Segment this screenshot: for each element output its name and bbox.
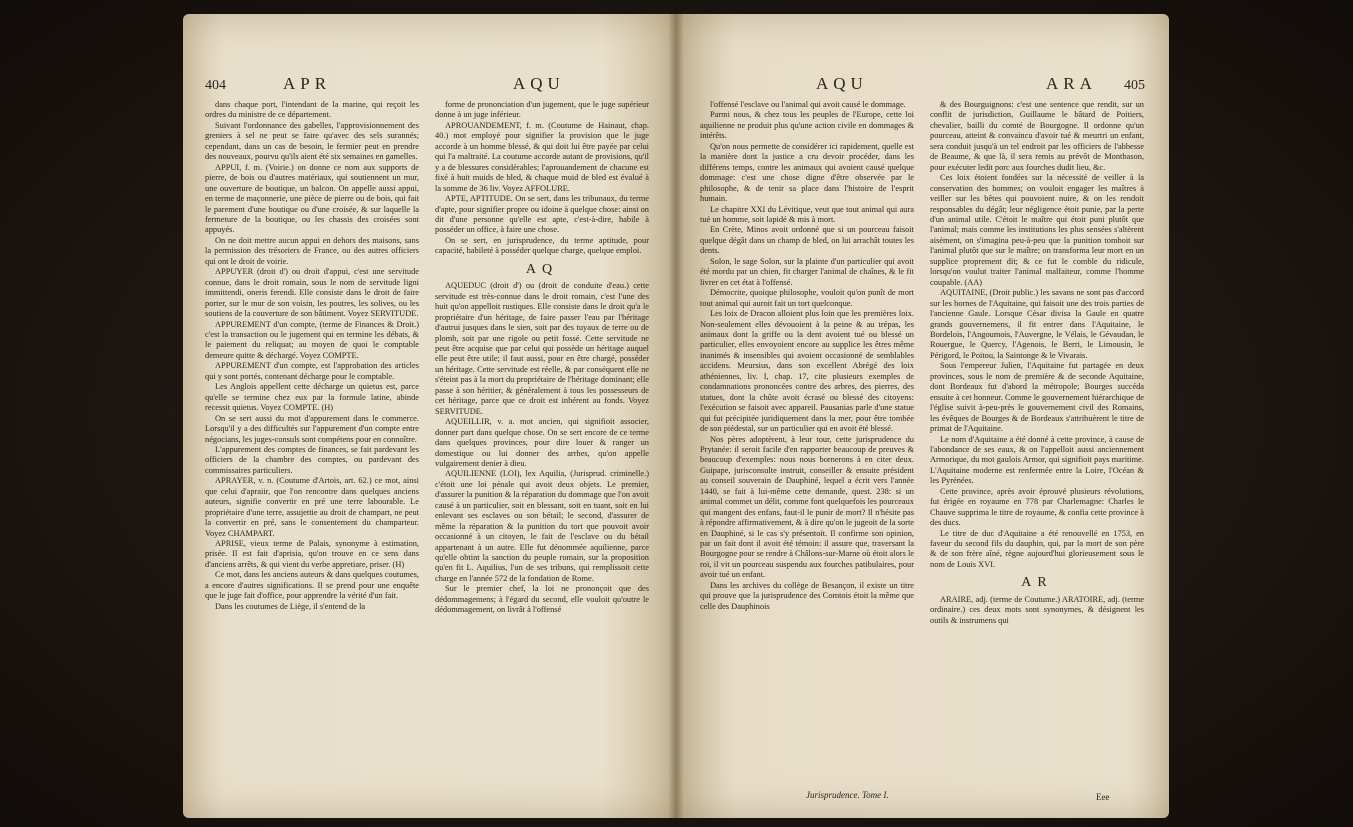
paragraph: APPUI, f. m. (Voirie.) on donne ce nom aux supports de pierre, de bois ou d'autres matériaux, qui soutiennent un mur, une ouverture de boutique, un balcon. On appelle aussi appui, en terme de maçonnerie, une pièce de pierre ou de bois, qui fait le parement d'une boutique ou d'une croisée, & sur laquelle la fermeture de la boutique, ou les chassis des croisées sont appuyés.	[205, 162, 419, 235]
right-page	[676, 14, 1169, 818]
paragraph: Sous l'empereur Julien, l'Aquitaine fut partagée en deux provinces, sous le nom de première & de seconde Aquitaine, dont Bordeaux fut d'abord la métropole; Bourges succéda ensuite à cet honneur. Comme le gouvernement hiérarchique de l'église suivit à-peu-près le gouvernement civil des Romains, les évêques de Bourges & de Bordeaux s'attribuèrent le titre de primat de l'Aquitaine.	[930, 361, 1144, 434]
running-header-right: ARA	[1046, 74, 1097, 93]
paragraph: APPUREMENT d'un compte, est l'approbation des articles qui y sont portés, contenant décharge pour le comptable.	[205, 361, 419, 381]
paragraph: AQUITAINE, (Droit public.) les savans ne sont pas d'accord sur les bornes de l'Aquitaine, qui faisoit une des trois parties de l'ancienne Gaule. Lorsque César divisa la Gaule en quatre grands gouvernemens, il fit entrer dans l'Aquitaine, le Bordelois, l'Angoumois, l'Auvergne, le Vélais, le Gévaudan, le Rouergue, le Quercy, l'Agenois, le Berri, le Limousin, le Périgord, le Poitou, la Saintonge & le Vivarais.	[930, 288, 1144, 360]
paragraph: Les loix de Dracon alloient plus loin que les premières loix. Non-seulement elles dévouoient à la peine & au trépas, les animaux dont la griffe ou la dent avoient tué ou blessé un particulier, elles envoyoient encore au supplice les êtres même inanimés & insensibles qui avoient occasionné de semblables accidens. Meursius, dans son excellent Abrégé des loix athéniennes, liv. I, chap. 17, cite plusieurs exemples de condamnations prononcées contre des arbres, des pierres, des statues, dont la chûte avoit écrasé ou blessé des citoyens: l'exécution se faisoit avec appareil. Pausanias parle d'une statue qui fut précipitée juridiquement dans la mer, pour être tombée de son piédestal, sur un particulier qui en avoit été blessé.	[700, 309, 914, 434]
paragraph: forme de prononciation d'un jugement, que le juge supérieur donne à un juge inférieur.	[435, 100, 649, 120]
left-page	[183, 14, 676, 818]
paragraph: En Crète, Minos avoit ordonné que si un pourceau faisoit quelque dégât dans un champ de bled, on lui arrachât toutes les dents.	[700, 225, 914, 256]
paragraph: l'offensé l'esclave ou l'animal qui avoit causé le dommage.	[710, 100, 906, 109]
paragraph: APROUANDEMENT, f. m. (Coutume de Hainaut, chap. 40.) mot employé pour signifier la provision que le juge accorde à un homme blessé, & qui doit lui être payée par celui qui l'a maltraité. La coutume accorde autant de provisions, qu'il y a de blessures considérables; l'aprouandement de chacune est fixé à huit muids de bled, & chaque muid de bled est évalué à la somme de 36 liv. Voyez AFFOLURE.	[435, 120, 649, 193]
paragraph: Les Anglois appellent cette décharge un quietus est, parce qu'elle se termine chez eux par la formule latine, abinde recessit quietus. Voyez COMPTE. (H)	[205, 382, 419, 413]
paragraph: Ces loix étoient fondées sur la nécessité de veiller à la conservation des hommes; on vouloit engager les maîtres à veiller sur les bêtes qui pouvoient nuire, & on les rendoit responsables du dégât; leur négligence étoit punie, par la perte d'un animal utile. C'étoit le maître qui étoit puni plutôt que l'animal; mais comme les institutions les plus sensées s'altèrent aisément, on s'imagina peu-à-peu que la punition tomboit sur l'animal plutôt que sur le maître; on transforma leur mort en un supplice proprement dit; & ce fut le comble du ridicule, lorsqu'on voulut traiter l'animal malfaiteur, comme l'homme coupable. (AA)	[930, 173, 1144, 287]
paragraph: Le nom d'Aquitaine a été donné à cette province, à cause de l'abondance de ses eaux, & on l'appelloit aussi anciennement Armorique, du mot gaulois Armor, qui signifioit pays maritime. L'Aquitaine moderne est renfermée entre la Loire, l'Océan & les Pyrénées.	[930, 434, 1144, 486]
paragraph: Qu'on nous permette de considérer ici rapidement, quelle est la manière dont la justice a cru devoir procéder, dans les différens temps, contre les animaux qui avoient causé quelque dommage: c'est une chose digne d'être observée par le philosophe, & de tenir sa place dans l'histoire de l'esprit humain.	[700, 141, 914, 204]
text-column-1	[700, 100, 914, 780]
page-number: 405	[1124, 78, 1145, 93]
text-column-1	[205, 100, 419, 800]
paragraph: Le titre de duc d'Aquitaine a été renouvellé en 1753, en faveur du second fils du dauphin, qui, par la mort de son père & de son frère aîné, règne aujourd'hui glorieusement sous le nom de Louis XVI.	[930, 528, 1144, 569]
section-heading: AQ	[525, 261, 559, 277]
paragraph: Solon, le sage Solon, sur la plainte d'un particulier qui avoit été mordu par un chien, fit charger l'animal de chaînes, & le fit livrer en cet état à l'offensé.	[700, 256, 914, 287]
footer-signature: Jurisprudence. Tome I.	[806, 790, 889, 800]
paragraph: APRAYER, v. n. (Coutume d'Artois, art. 62.) ce mot, ainsi que celui d'apraiir, que l'on rencontre dans quelques anciens auteurs, signifie convertir en pré une terre labourable. Le propriétaire d'une terre, assujettie au droit de champart, ne peut la convertir en pré, sans le consentement du champarteur. Voyez CHAMPART.	[205, 476, 419, 538]
paragraph: Nos pères adoptèrent, à leur tour, cette jurisprudence du Prytanée: il seroit facile d'en rapporter beaucoup de preuves & beaucoup d'exemples: nous nous bornerons à en citer deux. Guipape, jurisconsulte instruit, conseiller & ensuite président au conseil souverain de Dauphiné, lequel a écrit vers l'année 1440, se fait à lui-même cette demande, quest. 238: si un animal commet un délit, comme font quelquefois les pourceaux qui mangent des enfans, faut-il le punir de mort? Il n'hésite pas à répondre affirmativement, & à dire qu'on le jugeoit de la sorte en Dauphiné, si le cas s'y présentoit. Il confirme son opinion, par un fait dont il avoit été témoin: il assure que, traversant la Bourgogne pour se rendre à Châlons-sur-Marne où étoit alors le roi, il vit un pourceau suspendu aux fourches patibulaires, pour avoir tué un enfant.	[700, 434, 914, 580]
text-column-2	[435, 100, 649, 800]
paragraph: Ce mot, dans les anciens auteurs & dans quelques coutumes, a encore d'autres significations. Il se prend pour une enquête que le juge fait d'office, pour apprendre la vérité d'un fait.	[205, 570, 419, 601]
paragraph: APTE, APTITUDE. On se sert, dans les tribunaux, du terme d'apte, pour signifier propre ou idoine à quelque chose: ainsi on dit d'une personne qu'elle est apte, c'est-à-dire, habile à posséder un office, à faire une chose.	[435, 194, 649, 235]
section-heading: AR	[1021, 575, 1053, 591]
book-gutter	[668, 14, 684, 818]
text-column-2	[930, 100, 1144, 790]
paragraph: Sur le premier chef, la loi ne prononçoit que des dédommagemens; à l'égard du second, elle vouloit qu'outre le dédommagement, on livrât à l'offensé	[435, 584, 649, 615]
paragraph: & des Bourguignons: c'est une sentence que rendit, sur un conflit de jurisdiction, Guillaume le bâtard de Poitiers, chevalier, bailli du comté de Bourgogne. Il ordonne qu'un pourceau, atteint & convaincu d'avoir tué & meurtri un enfant, sera conduit jusqu'à un tel endroit par les officiers de l'abbesse de Beaume, & que là, il sera remis au prévôt de Montbason, pour exécuter ledit porc aux fourches dudit lieu, &c.	[930, 100, 1144, 172]
footer-gathering-mark: Eee	[1096, 792, 1110, 802]
paragraph: Démocrite, quoique philosophe, vouloit qu'on punît de mort tout animal qui auroit fait un tort quelconque.	[700, 288, 914, 308]
paragraph: L'appurement des comptes de finances, se fait pardevant les officiers de la chambre des comptes, ou pardevant des commissaires particuliers.	[205, 444, 419, 475]
paragraph: ARAIRE, adj. (terme de Coutume.) ARATOIRE, adj. (terme ordinaire.) ces deux mots sont synonymes, & désignent les outils & instrumens qui	[930, 594, 1144, 625]
paragraph: APPUREMENT d'un compte, (terme de Finances & Droit.) c'est la transaction ou le jugement qui en termine les débats, & le paiement du reliquat; au moyen de quoi le comptable demeure quitte & déchargé. Voyez COMPTE.	[205, 319, 419, 360]
running-header-right: AQU	[513, 74, 565, 93]
paragraph: Parmi nous, & chez tous les peuples de l'Europe, cette loi aquilienne ne produit plus qu'une action civile en dommages & intérêts.	[700, 110, 914, 141]
paragraph: AQUEDUC (droit d') ou (droit de conduite d'eau.) cette servitude est très-connue dans le droit romain, c'est l'une des huit qu'on appelloit rustiques. Elle consiste dans le droit qu'a le propriétaire d'un héritage, de faire passer l'eau par l'héritage d'autrui jusques dans le sien, soit par des tuyaux de terre ou de plomb, soit par une rigole ou petit fossé. Cette servitude ne peut être acquise que par celui qui possède un héritage auquel elle peut être utile; il faut aussi, pour en être chargé, posséder un héritage. Cette servitude est réelle, & par conséquent elle ne s'éteint pas à la mort du propriétaire de l'héritage dominant; elle passe à son héritier, & généralement à tous les possesseurs de cet héritage, parce que ce droit est inhérent au fonds. Voyez SERVITUDE.	[435, 281, 649, 416]
running-header-left: AQU	[816, 74, 868, 93]
paragraph: Le chapitre XXI du Lévitique, veut que tout animal qui aura tué un homme, soit lapidé & mis à mort.	[700, 204, 914, 224]
paragraph: Suivant l'ordonnance des gabelles, l'approvisionnement des greniers à sel ne peut se faire qu'avec des sels surannés; cependant, dans un cas de besoin, le fermier peut en prendre des nouveaux, pourvu qu'ils aient été six semaines en gamelles.	[205, 120, 419, 162]
paragraph: AQUEILLIR, v. a. mot ancien, qui signifioit associer, donner part dans quelque chose. On se sert encore de ce terme dans quelques provinces, pour dire louer & ranger un domestique ou lui donner des arrhes, qu'on appelle vulgairement denier à dieu.	[435, 417, 649, 468]
paragraph: APPUYER (droit d') ou droit d'appui, c'est une servitude connue, dans le droit romain, sous le nom de servitude ligni immittendi, oneris ferendi. Elle consiste dans le droit de faire porter, sur le mur de son voisin, les poutres, les solives, ou les soutiens de la couverture de son bâtiment. Voyez SERVITUDE.	[205, 267, 419, 319]
paragraph: On se sert aussi du mot d'appurement dans le commerce. Lorsqu'il y a des difficultés sur l'appurement d'un compte entre négocians, les juges-consuls sont compétens pour en connoître.	[205, 413, 419, 444]
paragraph: Dans les coutumes de Liège, il s'entend de la	[215, 601, 366, 611]
paragraph: APRISE, vieux terme de Palais, synonyme à estimation, prisée. Il est fait d'aprisia, qu'on trouve en ce sens dans d'anciens arrêts, & qui vient du verbe appretiare, priser. (H)	[205, 539, 419, 569]
paragraph: dans chaque port, l'intendant de la marine, qui reçoit les ordres du ministre de ce département.	[205, 100, 419, 120]
running-header-left: APR	[283, 74, 332, 93]
page-number: 404	[205, 78, 226, 93]
paragraph: On ne doit mettre aucun appui en dehors des maisons, sans la permission des trésoriers de France, ou des autres officiers qui ont le droit de voirie.	[205, 235, 419, 266]
paragraph: AQUILIENNE (LOI), lex Aquilia, (Jurisprud. criminelle.) c'étoit une loi pénale qui avoit deux objets. Le premier, d'assurer la punition & la réparation du dommage que l'on avoit causé à un particulier, soit en blessant, soit en tuant, soit en lui enlevant ses esclaves ou son bétail; le second, d'assurer de même la réparation & la punition du tort que pouvoit avoir occasionné à un citoyen, le fait de l'esclave ou du bétail appartenant à un autre. Elle fut dénommée aquilienne, parce qu'elle obtint la sanction du peuple romain, sur la proposition qu'en fit L. Aquilius, l'un de ses tribuns, qui remplissoit cette charge en l'année 572 de la fondation de Rome.	[435, 469, 649, 583]
paragraph: Dans les archives du collège de Besançon, il existe un titre qui prouve que la jurisprudence des Comtois étoit la même que celle des Dauphinois	[700, 580, 914, 611]
paragraph: Cette province, après avoir éprouvé plusieurs révolutions, fut érigée en royaume en 778 par Charlemagne: Charles le Chauve supprima le titre de royaume, & confia cette province à des ducs.	[930, 486, 1144, 528]
paragraph: On se sert, en jurisprudence, du terme aptitude, pour capacité, habileté à posséder quelque charge, quelque emploi.	[435, 235, 649, 256]
